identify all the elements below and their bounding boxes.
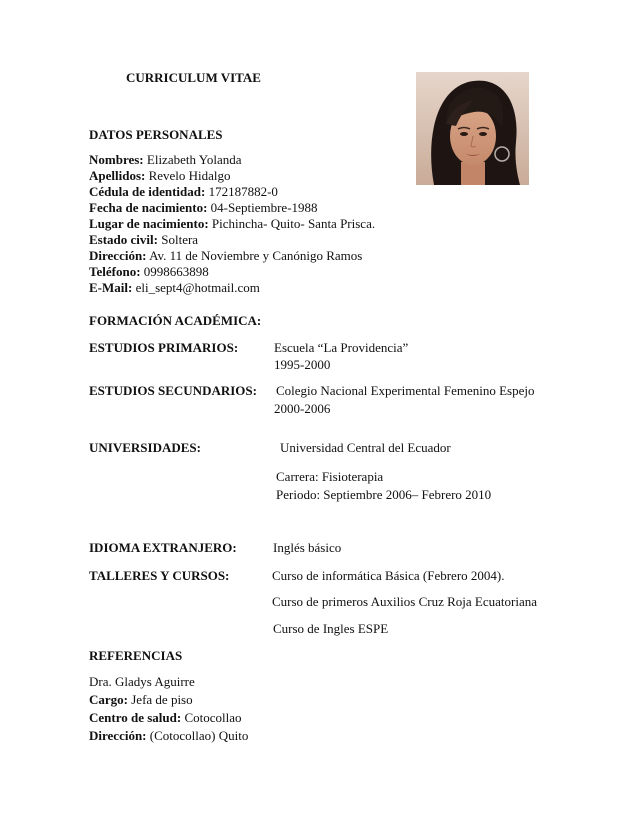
personal-row-nombres: Nombres: Elizabeth Yolanda xyxy=(89,152,242,167)
course-item: Curso de primeros Auxilios Cruz Roja Ecuatoriana xyxy=(272,594,538,609)
references-heading: REFERENCIAS xyxy=(89,648,183,663)
profile-photo xyxy=(416,72,529,185)
personal-row-estado: Estado civil: Soltera xyxy=(89,232,199,247)
language-label: IDIOMA EXTRANJERO: xyxy=(89,540,237,555)
secondary-school: Colegio Nacional Experimental Femenino Espejo xyxy=(276,383,535,398)
university-period: Periodo: Septiembre 2006– Febrero 2010 xyxy=(276,487,492,502)
personal-info xyxy=(89,152,375,296)
personal-row-fecha: Fecha de nacimiento: 04-Septiembre-1988 xyxy=(89,200,318,215)
course-item: Curso de Ingles ESPE xyxy=(273,621,389,636)
profile-photo-image xyxy=(416,72,529,185)
course-item: Curso de informática Básica (Febrero 2004). xyxy=(272,568,505,583)
university-label: UNIVERSIDADES: xyxy=(89,440,201,455)
courses-label: TALLERES Y CURSOS: xyxy=(89,568,230,583)
reference-row-direccion: Dirección: (Cotocollao) Quito xyxy=(89,728,249,743)
cv-title: CURRICULUM VITAE xyxy=(126,70,261,85)
primary-school: Escuela “La Providencia” xyxy=(274,340,409,355)
secondary-label: ESTUDIOS SECUNDARIOS: xyxy=(89,383,257,398)
personal-row-direccion: Dirección: Av. 11 de Noviembre y Canónigo Ramos xyxy=(89,248,363,263)
university-career: Carrera: Fisioterapia xyxy=(276,469,384,484)
university-name: Universidad Central del Ecuador xyxy=(280,440,451,455)
references-info xyxy=(89,673,248,745)
personal-row-email: E-Mail: eli_sept4@hotmail.com xyxy=(89,280,260,295)
reference-name: Dra. Gladys Aguirre xyxy=(89,674,195,689)
primary-label: ESTUDIOS PRIMARIOS: xyxy=(89,340,239,355)
reference-row-centro: Centro de salud: Cotocollao xyxy=(89,710,242,725)
personal-row-cedula: Cédula de identidad: 172187882-0 xyxy=(89,184,278,199)
personal-row-lugar: Lugar de nacimiento: Pichincha- Quito- Santa Prisca. xyxy=(89,216,376,231)
education-heading: FORMACIÓN ACADÉMICA: xyxy=(89,313,262,328)
language-value: Inglés básico xyxy=(273,540,342,555)
personal-row-apellidos: Apellidos: Revelo Hidalgo xyxy=(89,168,231,183)
primary-years: 1995-2000 xyxy=(274,357,331,372)
personal-heading: DATOS PERSONALES xyxy=(89,127,223,142)
secondary-years: 2000-2006 xyxy=(274,401,331,416)
reference-row-cargo: Cargo: Jefa de piso xyxy=(89,692,193,707)
personal-row-telefono: Teléfono: 0998663898 xyxy=(89,264,209,279)
